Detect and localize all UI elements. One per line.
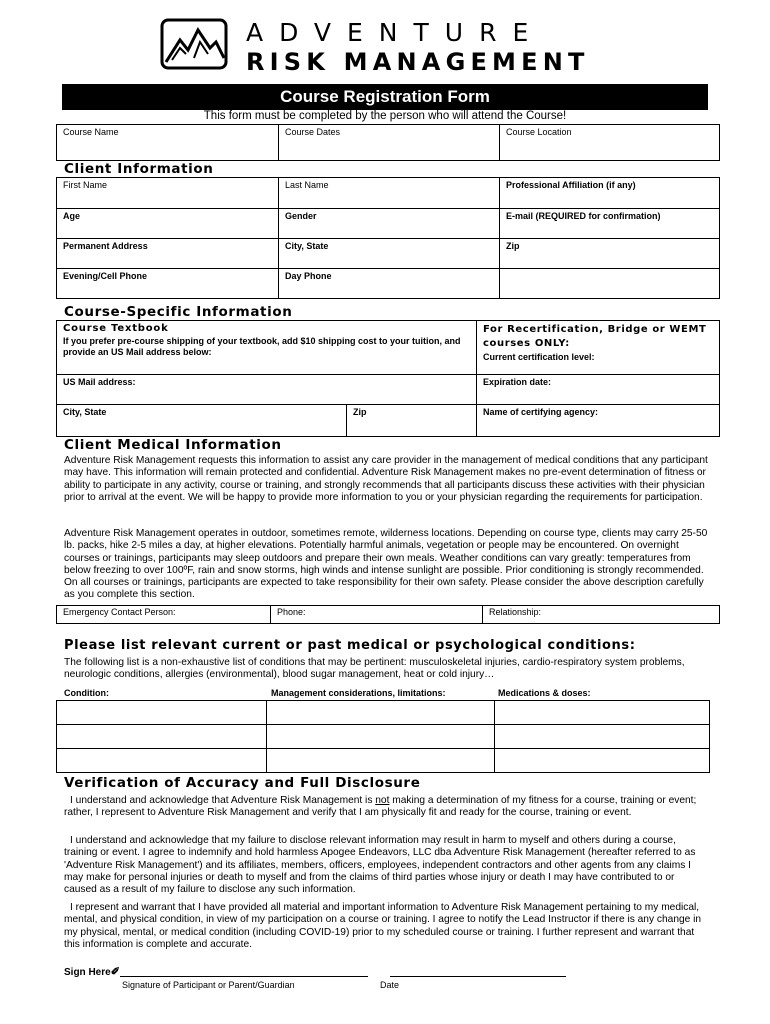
textbook-title: Course Textbook xyxy=(63,323,169,334)
agency-label: Name of certifying agency: xyxy=(483,407,599,417)
last-name-label: Last Name xyxy=(285,180,329,190)
city-state-field[interactable] xyxy=(279,239,500,269)
expiration-label: Expiration date: xyxy=(483,377,552,387)
recert-title: For Recertification, Bridge or WEMT courses ONLY: xyxy=(483,324,707,349)
address-label: Permanent Address xyxy=(63,241,148,251)
verification-p1-start: I understand and acknowledge that Adventure Risk Management is xyxy=(70,795,376,806)
verification-paragraph-2: I understand and acknowledge that my failure to disclose relevant information may result in harm to myself and others during a course, training or event. I agree to indemnify and hold harmless Apogee Endeavors, LLC dba Adventure Risk Management (hereafter referred to as 'Adventure Risk Management') and its affiliates, members, officers, employees, independent contractors and other agents from any claims I may make for personal injuries or death to myself and from the claims of third parties whose injury or death I may have contributed to or caused as a result of my failure to disclose any such information. xyxy=(64,835,696,896)
evening-phone-label: Evening/Cell Phone xyxy=(63,271,148,281)
age-label: Age xyxy=(63,211,81,221)
emergency-contact-field[interactable] xyxy=(57,606,271,624)
affiliation-label: Professional Affiliation (if any) xyxy=(506,180,636,190)
medications-cell[interactable] xyxy=(495,701,710,725)
expiration-field[interactable] xyxy=(477,375,720,405)
condition-cell[interactable] xyxy=(57,725,267,749)
verification-heading: Verification of Accuracy and Full Disclosure xyxy=(64,775,421,791)
date-label: Date xyxy=(380,980,400,990)
col-condition-label: Condition: xyxy=(64,688,109,698)
mountain-logo-icon xyxy=(158,18,230,70)
medical-paragraph-1: Adventure Risk Management requests this information to assist any care provider in the management of medical conditions that any participant may have. This information will remain protected and confidential. Adventure Risk Management makes no pre-event determination of fitness or ability to participate in any activity, course or training, and strongly recommends that all participants discuss these activities with their physician prior to arrival at the event. We will be happy to provide more information to you or your physician regarding the requirements for participation. xyxy=(64,455,708,503)
age-field[interactable] xyxy=(57,209,279,239)
gender-field[interactable] xyxy=(279,209,500,239)
col-medications-label: Medications & doses: xyxy=(498,688,591,698)
recert-cell[interactable] xyxy=(477,321,720,375)
signature-label: Signature of Participant or Parent/Guardian xyxy=(122,980,295,990)
management-cell[interactable] xyxy=(267,701,495,725)
client-info-heading: Client Information xyxy=(64,161,214,177)
email-label: E-mail (REQUIRED for confirmation) xyxy=(506,211,661,221)
verification-p1-not: not xyxy=(375,795,390,806)
signature-line[interactable] xyxy=(120,976,368,977)
condition-cell[interactable] xyxy=(57,749,267,773)
verification-paragraph-3: I represent and warrant that I have provided all material and important information to Adventure Risk Management pertaining to my medical, mental, and physical condition, in view of my participation on a course or training. I agree to notify the Lead Instructor if there is any change in my physical, mental, or medical condition (including COVID-19) prior to my scheduled course or training. I further represent and warrant that this information is complete and accurate. xyxy=(64,902,702,950)
medical-heading: Client Medical Information xyxy=(64,437,282,453)
form-title: Course Registration Form xyxy=(62,84,708,110)
course-specific-table xyxy=(56,320,720,437)
last-name-field[interactable] xyxy=(279,178,500,209)
pen-icon: ✐ xyxy=(110,966,120,978)
course-dates-label: Course Dates xyxy=(285,127,341,137)
condition-cell[interactable] xyxy=(57,701,267,725)
evening-phone-field[interactable] xyxy=(57,269,279,299)
date-line[interactable] xyxy=(390,976,566,977)
gender-label: Gender xyxy=(285,211,317,221)
relationship-field[interactable] xyxy=(483,606,720,624)
conditions-heading: Please list relevant current or past medical or psychological conditions: xyxy=(64,638,636,653)
mail-city-state-label: City, State xyxy=(63,407,107,417)
mail-city-state-field[interactable] xyxy=(57,405,347,437)
verification-p1-end: making a determination of my fitness for a course, training or event; rather, I represent to Adventure Risk Management and verify that I am physically fit and ready for the course, training or event. xyxy=(64,795,697,819)
address-field[interactable] xyxy=(57,239,279,269)
sign-here-text: Sign Here xyxy=(64,967,111,978)
sign-here-label xyxy=(64,965,120,978)
course-table xyxy=(56,124,720,161)
course-name-label: Course Name xyxy=(63,127,119,137)
management-cell[interactable] xyxy=(267,725,495,749)
day-phone-label: Day Phone xyxy=(285,271,332,281)
conditions-table xyxy=(56,700,710,773)
logo-line-1: ADVENTURE xyxy=(246,18,545,47)
medications-cell[interactable] xyxy=(495,725,710,749)
first-name-field[interactable] xyxy=(57,178,279,209)
course-location-field[interactable] xyxy=(500,125,720,161)
us-mail-field[interactable] xyxy=(57,375,477,405)
mail-zip-label: Zip xyxy=(353,407,367,417)
city-state-label: City, State xyxy=(285,241,329,251)
email-field[interactable] xyxy=(500,209,720,239)
conditions-intro: The following list is a non-exhaustive list of conditions that may be pertinent: musculoskeletal injuries, cardio-respiratory system problems, neurologic conditions, allergies (environmental), blood sugar management, heat or cold injury… xyxy=(64,657,685,681)
zip-field[interactable] xyxy=(500,239,720,269)
relationship-label: Relationship: xyxy=(489,607,542,617)
logo-line-2: RISK MANAGEMENT xyxy=(246,48,590,76)
emergency-phone-field[interactable] xyxy=(271,606,483,624)
empty-cell xyxy=(500,269,720,299)
emergency-contact-label: Emergency Contact Person: xyxy=(63,607,176,617)
textbook-cell xyxy=(57,321,477,375)
course-specific-heading: Course-Specific Information xyxy=(64,304,293,320)
client-info-table xyxy=(56,177,720,299)
management-cell[interactable] xyxy=(267,749,495,773)
medical-paragraph-2: Adventure Risk Management operates in outdoor, sometimes remote, wilderness locations. Depending on course type, clients may carry 25-50 lb. packs, hike 2-5 miles a day, at higher elevations. Potentially harmful animals, vegetation or people may be encountered. On overnight courses or trainings, participants may sleep outdoors and prepare their own meals. Weather conditions can vary greatly: temperatures from below freezing to over 100ºF, rain and snow storms, high winds and intense sunlight are possible. Prior conditioning is strongly recommended. On all courses or trainings, participants are expected to take responsibility for their own safety. Please consider the above description carefully as you complete this section. xyxy=(64,528,708,601)
textbook-text: If you prefer pre-course shipping of your textbook, add $10 shipping cost to your tuition, and provide an US Mail address below: xyxy=(63,336,461,357)
first-name-label: First Name xyxy=(63,180,108,190)
company-logo xyxy=(158,14,598,74)
medications-cell[interactable] xyxy=(495,749,710,773)
course-dates-field[interactable] xyxy=(279,125,500,161)
affiliation-field[interactable] xyxy=(500,178,720,209)
current-cert-label: Current certification level: xyxy=(483,352,595,362)
us-mail-label: US Mail address: xyxy=(63,377,136,387)
verification-paragraph-1 xyxy=(64,795,708,820)
day-phone-field[interactable] xyxy=(279,269,500,299)
course-name-field[interactable] xyxy=(57,125,279,161)
course-location-label: Course Location xyxy=(506,127,572,137)
form-subtitle: This form must be completed by the person who will attend the Course! xyxy=(203,110,567,122)
agency-field[interactable] xyxy=(477,405,720,437)
col-management-label: Management considerations, limitations: xyxy=(271,688,446,698)
mail-zip-field[interactable] xyxy=(347,405,477,437)
zip-label: Zip xyxy=(506,241,520,251)
emergency-phone-label: Phone: xyxy=(277,607,306,617)
emergency-contact-table xyxy=(56,605,720,624)
